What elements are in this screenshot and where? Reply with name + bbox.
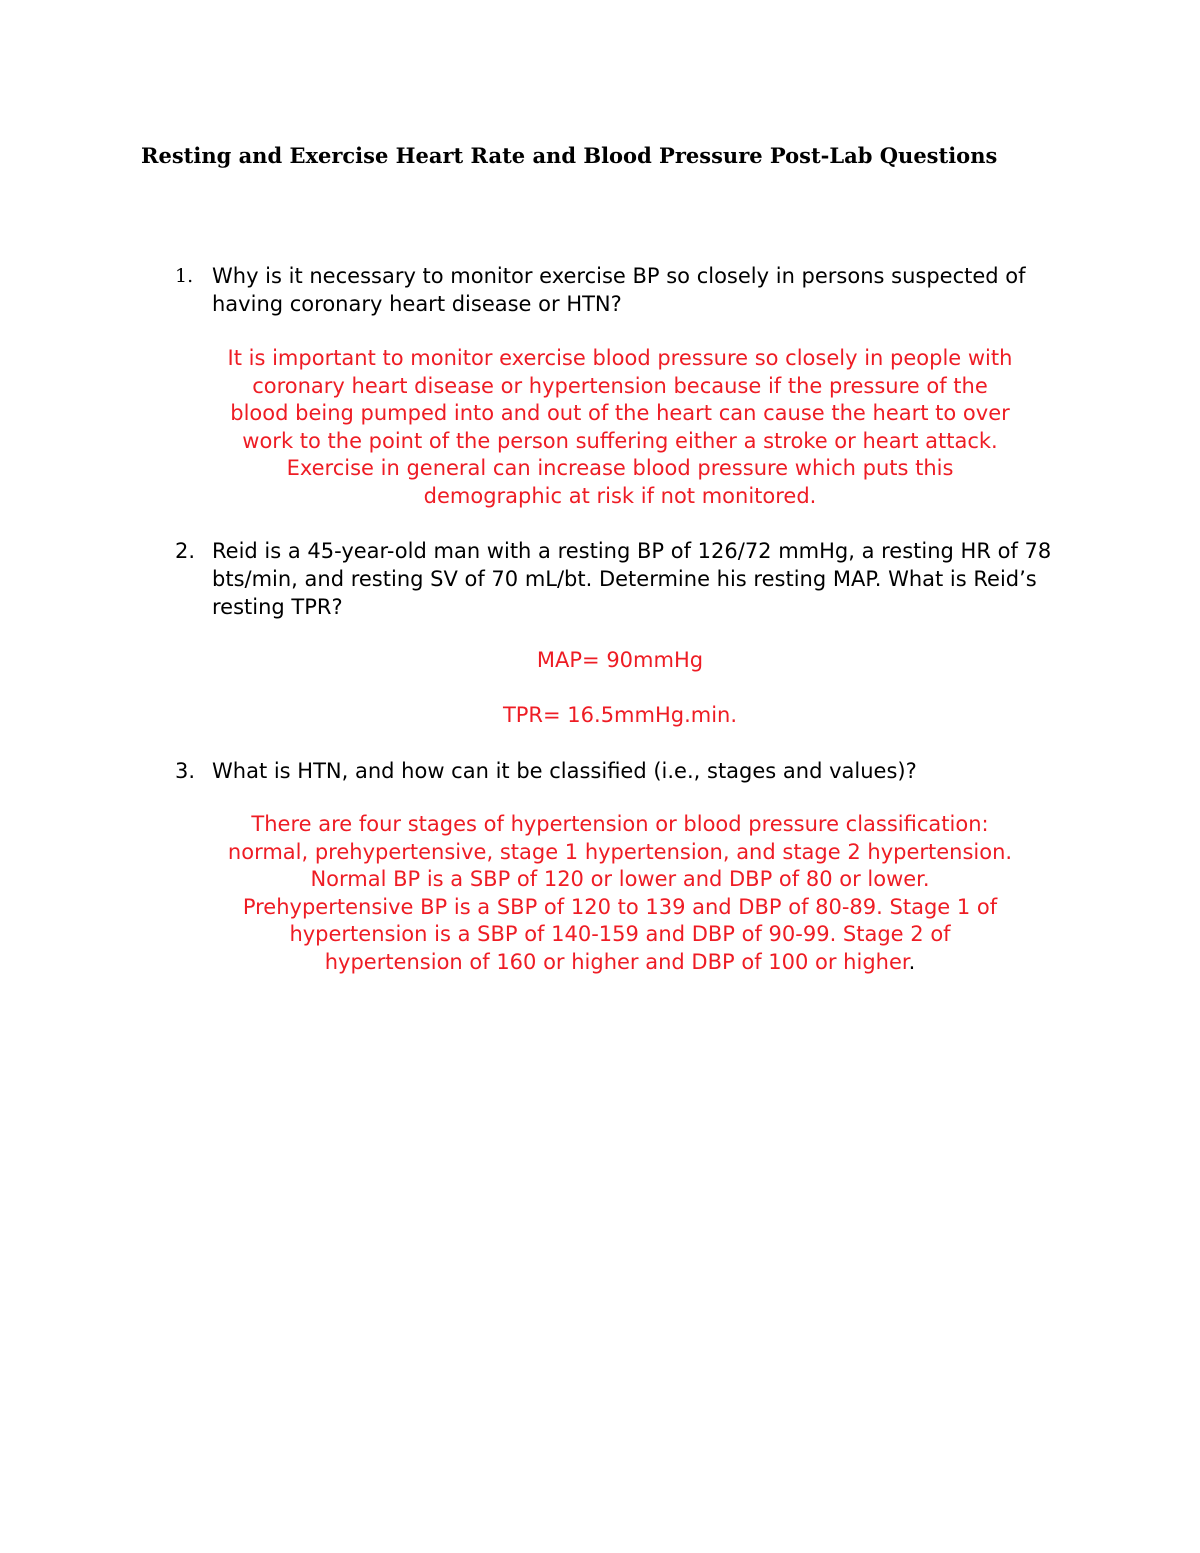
question-number: 3. [175, 759, 196, 783]
answer-line: hypertension is a SBP of 140-159 and DBP of 90-99. Stage 2 of [289, 922, 951, 946]
answer-line-text: hypertension of 160 or higher and DBP of 100 or higher [324, 949, 909, 974]
question-text: Why is it necessary to monitor exercise BP so closely in persons suspected of having coronary heart disease or HTN? [212, 264, 1026, 316]
answer-2-tpr [150, 702, 1090, 730]
question-text: Reid is a 45-year-old man with a resting BP of 126/72 mmHg, a resting HR of 78 bts/min, and resting SV of 70 mL/bt. Determine his resting MAP. What is Reid’s resting TPR? [212, 539, 1052, 619]
answer-line: normal, prehypertensive, stage 1 hypertension, and stage 2 hypertension. [227, 839, 1013, 864]
answer-3 [150, 811, 1090, 976]
answer-line: Exercise in general can increase blood pressure which puts this [286, 456, 954, 480]
answer-line: MAP= 90mmHg [536, 648, 704, 672]
page-title: Resting and Exercise Heart Rate and Blood Pressure Post-Lab Questions [141, 143, 998, 168]
question-1 [175, 262, 1075, 318]
answer-1 [150, 345, 1090, 510]
answer-line: Normal BP is a SBP of 120 or lower and DBP of 80 or lower. [310, 867, 930, 891]
answer-line: coronary heart disease or hypertension because if the pressure of the [252, 373, 988, 398]
answer-line: Prehypertensive BP is a SBP of 120 to 139 and DBP of 80-89. Stage 1 of [242, 894, 998, 919]
question-number: 1. [175, 265, 194, 287]
answer-line: blood being pumped into and out of the heart can cause the heart to over [230, 401, 1010, 425]
answer-2-map [150, 647, 1090, 675]
answer-line-final [150, 949, 1090, 977]
answer-line: demographic at risk if not monitored. [423, 483, 817, 508]
answer-line: TPR= 16.5mmHg.min. [502, 703, 738, 727]
question-2 [175, 537, 1075, 621]
answer-line: It is important to monitor exercise blood pressure so closely in people with [227, 346, 1013, 370]
question-number: 2. [175, 539, 196, 563]
question-3 [175, 757, 1075, 785]
trailing-period: . [908, 949, 916, 974]
answer-line: work to the point of the person suffering either a stroke or heart attack. [242, 428, 998, 453]
answer-line: There are four stages of hypertension or blood pressure classification: [251, 812, 989, 836]
question-text: What is HTN, and how can it be classified (i.e., stages and values)? [212, 759, 917, 783]
